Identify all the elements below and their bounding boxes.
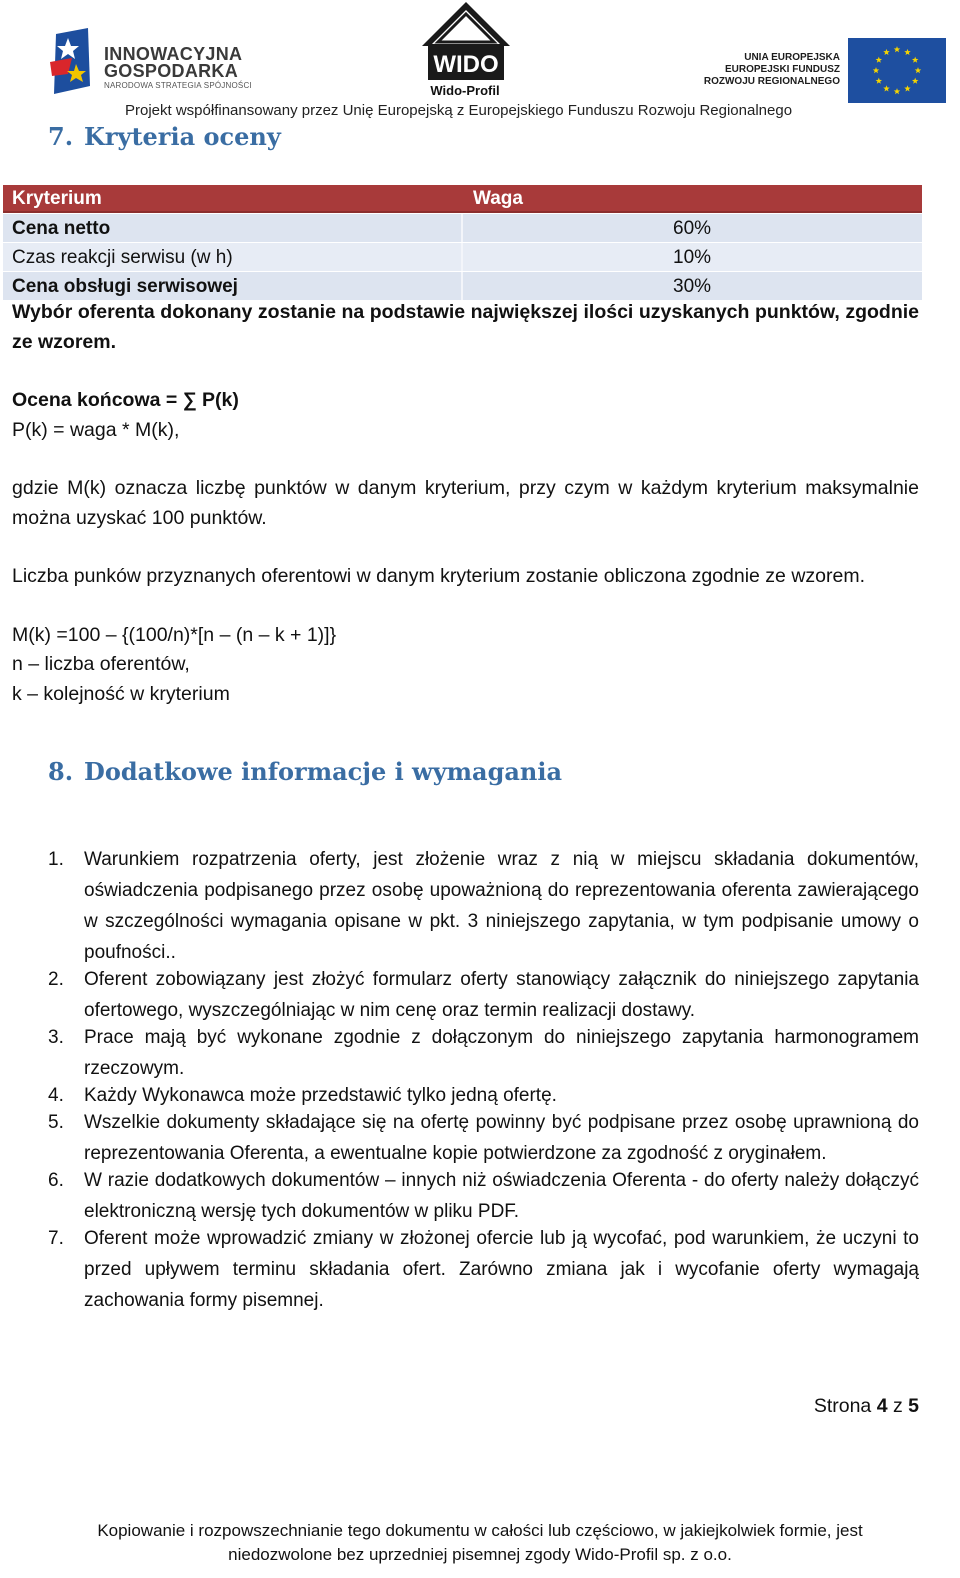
list-item-number: 3. [48, 1027, 64, 1048]
list-item [48, 844, 919, 968]
footer-line2: niedozwolone bez uprzedniej pisemnej zgody Wido-Profil sp. z o.o. [228, 1545, 732, 1564]
list-item-number: 5. [48, 1112, 64, 1133]
header-weight: Waga [473, 188, 523, 209]
k-definition: k – kolejność w kryterium [12, 683, 230, 705]
section-7-title: Kryteria oceny [84, 122, 281, 151]
page-current: 4 [876, 1395, 888, 1417]
list-item-number: 4. [48, 1085, 64, 1106]
requirements-list [48, 844, 919, 1316]
criteria-table-header [3, 185, 922, 213]
project-cofinancing-line: Projekt współfinansowany przez Unię Europejską z Europejskiego Funduszu Rozwoju Regionalnego [125, 102, 793, 119]
page-separator: z [892, 1395, 903, 1417]
criterion-cell: Cena netto [12, 218, 111, 239]
logo-left-subtitle: NARODOWA STRATEGIA SPÓJNOŚCI [104, 81, 252, 90]
eu-fund-text [690, 52, 840, 88]
criterion-cell: Czas reakcji serwisu (w h) [12, 247, 233, 268]
formula-m-k: M(k) =100 – {(100/n)*[n – (n – k + 1)]} [12, 624, 337, 646]
section-8-title: Dodatkowe informacje i wymagania [84, 757, 563, 786]
formula-points: P(k) = waga * M(k), [12, 419, 180, 441]
list-item [48, 964, 919, 1026]
table-row [3, 242, 922, 271]
list-item-number: 2. [48, 969, 64, 990]
points-definition-text: gdzie M(k) oznacza liczbę punktów w danym kryterium, przy czym w każdym kryterium maksymalnie można uzyskać 100 punktów. [12, 477, 919, 529]
list-item-text: Każdy Wykonawca może przedstawić tylko jedną ofertę. [84, 1085, 557, 1106]
list-item-text: Oferent zobowiązany jest złożyć formularz oferty stanowiący załącznik do niniejszego zapytania ofertowego, wyszczególniając w nim cenę oraz termin realizacji dostawy. [84, 969, 919, 1021]
logo-left-line1: INNOWACYJNA [104, 44, 243, 64]
n-definition: n – liczba oferentów, [12, 653, 190, 675]
criteria-table [3, 185, 922, 300]
section-8-number: 8. [48, 757, 74, 786]
points-calculation-text: Liczba punków przyznanych oferentowi w danym kryterium zostanie obliczona zgodnie ze wzorem. [12, 565, 865, 587]
list-item [48, 1165, 919, 1227]
weight-cell: 10% [673, 247, 712, 268]
eu-line2: EUROPEJSKI FUNDUSZ [724, 64, 840, 75]
list-item-text: Warunkiem rozpatrzenia oferty, jest złożenie wraz z nią w miejscu składania dokumentów, oświadczenia podpisanego przez osobę upoważnioną do reprezentowania oferenta zawierającego w szczególności wymagania opisane w pkt. 3 niniejszego zapytania, w tym podpisanie umowy o poufności.. [84, 849, 919, 963]
list-item-text: W razie dodatkowych dokumentów – innych niż oświadczenia Oferenta - do oferty należy dołączyć elektroniczną wersję tych dokumentów w pliku PDF. [84, 1170, 919, 1222]
table-row [3, 213, 922, 242]
list-item-number: 7. [48, 1228, 64, 1249]
header-criterion: Kryterium [12, 188, 102, 209]
list-item [48, 1022, 919, 1084]
eu-flag-icon [848, 38, 946, 103]
list-item-text: Prace mają być wykonane zgodnie z dołączonym do niniejszego zapytania harmonogramem rzeczowym. [84, 1027, 919, 1079]
page-label: Strona [813, 1395, 872, 1417]
weight-cell: 30% [673, 276, 712, 297]
formula-final-score: Ocena końcowa = ∑ P(k) [12, 389, 239, 411]
list-item-number: 1. [48, 849, 64, 870]
list-item-text: Wszelkie dokumenty składające się na ofertę powinny być podpisane przez osobę uprawnioną do reprezentowania Oferenta, a ewentualne kopie potwierdzone za zgodność z oryginałem. [84, 1112, 919, 1164]
criterion-cell: Cena obsługi serwisowej [12, 276, 238, 297]
copyright-footer [40, 1519, 920, 1567]
eu-line3: ROZWOJU REGIONALNEGO [703, 76, 840, 87]
page-number [814, 1395, 919, 1418]
list-item [48, 1107, 919, 1169]
list-item-number: 6. [48, 1170, 64, 1191]
footer-line1: Kopiowanie i rozpowszechnianie tego dokumentu w całości lub częściowo, w jakiejkolwiek formie, jest [97, 1521, 863, 1540]
innowacyjna-gospodarka-wordmark [104, 46, 242, 80]
list-item-text: Oferent może wprowadzić zmiany w złożonej ofercie lub ją wycofać, pod warunkiem, że uczyni to przed upływem terminu składania ofert. Zarówno zmiana jak i wycofanie oferty wymagają zachowania formy pisemnej. [84, 1228, 919, 1311]
logo-left-line2: GOSPODARKA [104, 61, 239, 81]
section-7-number: 7. [48, 122, 74, 151]
wido-profil-name: Wido-Profil [430, 83, 500, 98]
selection-rule-text: Wybór oferenta dokonany zostanie na podstawie największej ilości uzyskanych punktów, zgodnie ze wzorem. [12, 301, 919, 353]
page-total: 5 [908, 1395, 919, 1417]
wido-logo-word: WIDO [433, 51, 499, 78]
section-8-heading [48, 757, 562, 786]
table-row [3, 271, 922, 300]
eu-line1: UNIA EUROPEJSKA [744, 52, 840, 63]
list-item [48, 1223, 919, 1316]
section-7-heading [48, 122, 281, 151]
weight-cell: 60% [673, 218, 712, 239]
